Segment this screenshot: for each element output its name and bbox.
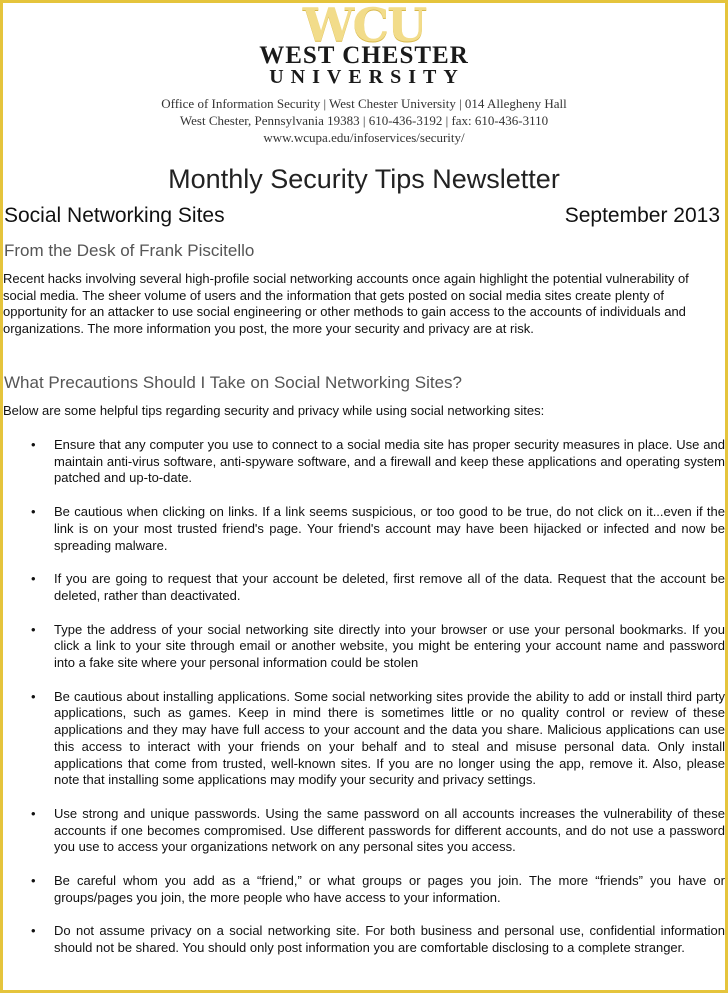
tips-intro: Below are some helpful tips regarding security and privacy while using social networking sites: xyxy=(3,403,545,418)
bullet-icon: • xyxy=(31,688,36,704)
logo-name-line2: UNIVERSITY xyxy=(269,66,465,88)
tip-text: Type the address of your social networking site directly into your browser or use your personal bookmarks. If you click a link to your site through email or another website, you might be entering your account name and password into a fake site where your personal information could be stolen xyxy=(54,621,725,671)
from-desk-heading: From the Desk of Frank Piscitello xyxy=(4,241,255,260)
list-item xyxy=(0,923,725,956)
contact-line-website[interactable]: www.wcupa.edu/infoservices/security/ xyxy=(263,130,465,145)
bullet-icon: • xyxy=(31,571,36,587)
list-item xyxy=(0,504,725,554)
bullet-icon: • xyxy=(31,621,36,637)
list-item xyxy=(0,873,725,906)
bullet-icon: • xyxy=(31,923,36,939)
tip-text: Be cautious when clicking on links. If a link seems suspicious, or too good to be true, do not click on it...even if the link is on your most trusted friend's page. Your friend's account may have been hijacked or infected and now be spreading malware. xyxy=(54,504,725,553)
newsletter-title: Monthly Security Tips Newsletter xyxy=(168,164,560,194)
tip-text: Ensure that any computer you use to connect to a social media site has proper security measures in place. Use and maintain anti-virus software, anti-spyware software, and a firewall and keep these applications and operating system patched and up-to-date. xyxy=(54,437,725,486)
tip-text: If you are going to request that your account be deleted, first remove all of the data. Request that the account be deleted, rather than deactivated. xyxy=(54,571,725,603)
tip-text: Be careful whom you add as a “friend,” or what groups or pages you join. The more “friends” you have or groups/pages you join, the more people who have access to your information. xyxy=(54,873,725,905)
list-item xyxy=(0,806,725,856)
topic-row xyxy=(4,204,720,228)
tip-text: Do not assume privacy on a social networking site. For both business and personal use, confidential information should not be shared. You should only post information you are comfortable disclosing to a complete stranger. xyxy=(54,923,725,956)
university-logo xyxy=(0,0,728,88)
bullet-icon: • xyxy=(31,504,36,520)
intro-paragraph: Recent hacks involving several high-profile social networking accounts once again highlight the potential vulnerability of social media. The sheer volume of users and the information that gets posted on social media sites create plenty of opportunity for an attacker to use social engineering or other methods to gain access to the accounts of individuals and organizations. The more information you post, the more your security and privacy are at risk. xyxy=(3,271,689,336)
tips-list xyxy=(0,437,725,974)
bullet-icon: • xyxy=(31,437,36,452)
contact-line-office: Office of Information Security | West Chester University | 014 Allegheny Hall xyxy=(161,96,567,111)
list-item xyxy=(0,437,725,487)
contact-line-address: West Chester, Pennsylvania 19383 | 610-436-3192 | fax: 610-436-3110 xyxy=(179,113,549,128)
bullet-icon: • xyxy=(31,805,36,821)
list-item xyxy=(0,689,725,789)
issue-date: September 2013 xyxy=(564,204,720,227)
list-item xyxy=(0,622,725,672)
logo-mark: WCU xyxy=(302,0,426,52)
topic-title: Social Networking Sites xyxy=(4,204,225,227)
bullet-icon: • xyxy=(31,873,36,889)
contact-block xyxy=(0,95,728,146)
list-item xyxy=(0,571,725,604)
precautions-heading: What Precautions Should I Take on Social Networking Sites? xyxy=(4,373,462,392)
tip-text: Use strong and unique passwords. Using the same password on all accounts increases the vulnerability of these accounts if one becomes compromised. Use different passwords for different accounts, and do not use a password you use to access your organizations network on any personal sites you access. xyxy=(54,805,725,855)
logo-name-line1: WEST CHESTER xyxy=(259,42,469,69)
tip-text: Be cautious about installing applications. Some social networking sites provide the ability to add or install third party applications, such as games. Keep in mind there is sometimes little or no quality control or review of these applications and they may have full access to your account and the data you share. Malicious applications can use this access to interact with your friends on your behalf and to steal and misuse personal data. Only install applications that come from trusted, well-known sites. If you are no longer using the app, remove it. Also, please note that installing some applications may modify your security and privacy settings. xyxy=(54,688,725,788)
